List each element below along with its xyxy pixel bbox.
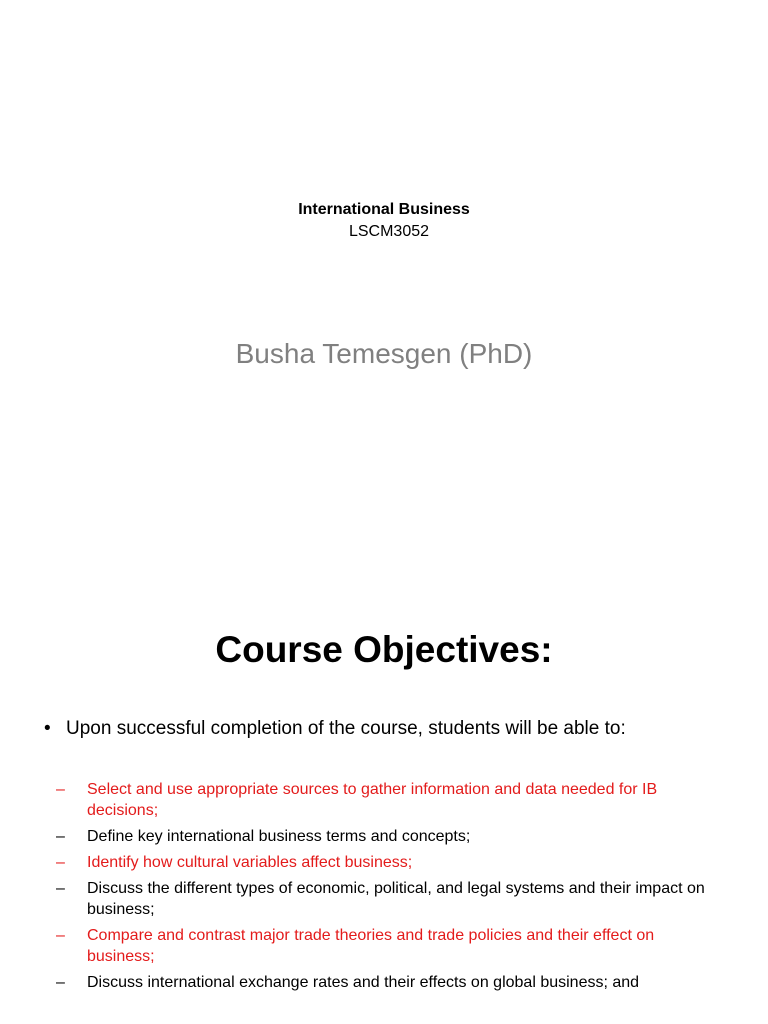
objective-text: Select and use appropriate sources to gather information and data needed for IB decisions;	[87, 781, 658, 819]
dash-icon: –	[56, 974, 65, 991]
slide-heading: Course Objectives:	[215, 629, 553, 670]
objective-text: Discuss the different types of economic, political, and legal systems and their impact on business;	[87, 880, 705, 918]
objective-item	[56, 826, 726, 847]
bullet-icon: •	[44, 718, 51, 739]
presenter-name: Busha Temesgen (PhD)	[235, 338, 533, 369]
objectives-list	[56, 779, 726, 998]
dash-icon: –	[56, 854, 65, 871]
objective-item	[56, 878, 726, 920]
objective-text: Identify how cultural variables affect business;	[87, 854, 413, 871]
intro-bullet-item	[44, 716, 744, 742]
objective-item	[56, 925, 726, 967]
dash-icon: –	[56, 880, 65, 897]
dash-icon: –	[56, 781, 65, 798]
dash-icon: –	[56, 828, 65, 845]
intro-text: Upon successful completion of the course, students will be able to:	[66, 718, 626, 739]
objective-item	[56, 852, 726, 873]
objective-text: Discuss international exchange rates and their effects on global business; and	[87, 974, 640, 991]
objective-text: Define key international business terms and concepts;	[87, 828, 471, 845]
objective-text: Compare and contrast major trade theories and trade policies and their effect on business;	[87, 927, 655, 965]
course-title: International Business	[298, 201, 470, 218]
objective-item	[56, 779, 726, 821]
dash-icon: –	[56, 927, 65, 944]
objectives-slide	[0, 576, 768, 1024]
title-block	[0, 199, 768, 243]
objective-item	[56, 972, 726, 993]
course-code: LSCM3052	[348, 223, 430, 240]
